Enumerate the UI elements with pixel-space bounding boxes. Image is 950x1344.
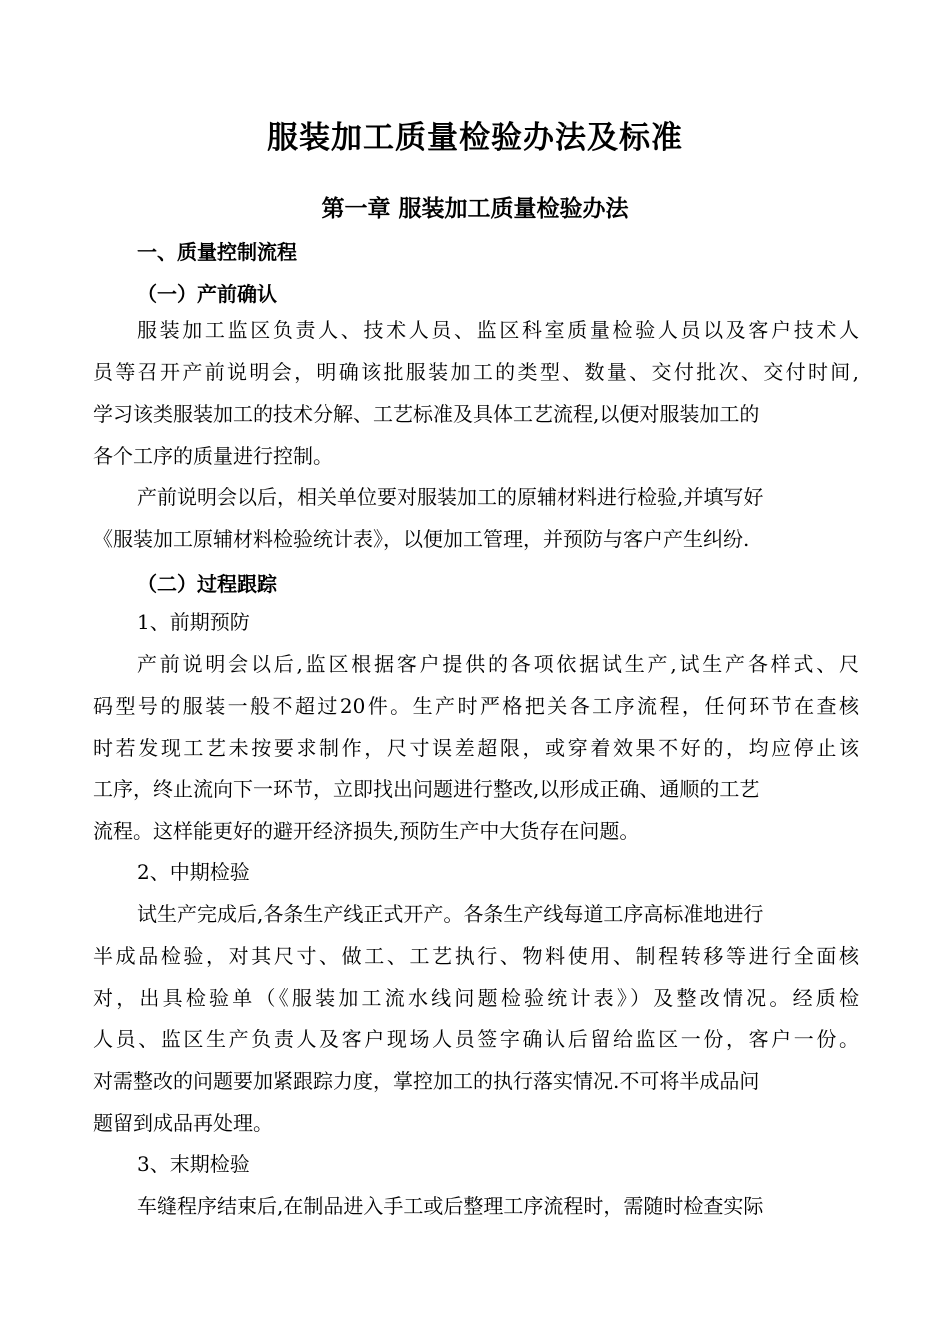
paragraph-line: 学习该类服装加工的技术分解、工艺标准及具体工艺流程,以便对服装加工的 bbox=[93, 402, 760, 426]
paragraph-line: 服装加工监区负责人、技术人员、监区科室质量检验人员以及客户技术人 bbox=[137, 318, 859, 342]
paragraph-line: 产前说明会以后，相关单位要对服装加工的原辅材料进行检验,并填写好 bbox=[137, 485, 764, 509]
paragraph-line: 工序，终止流向下一环节，立即找出问题进行整改,以形成正确、通顺的工艺 bbox=[93, 777, 760, 801]
paragraph-line: 对需整改的问题要加紧跟踪力度，掌控加工的执行落实情况.不可将半成品问 bbox=[93, 1069, 760, 1093]
paragraph-line: 试生产完成后,各条生产线正式开产。各条生产线每道工序高标准地进行 bbox=[137, 902, 764, 926]
list-item-heading: 2、中期检验 bbox=[137, 860, 250, 884]
list-item-heading: 3、末期检验 bbox=[137, 1152, 250, 1176]
list-item-heading: 1、前期预防 bbox=[137, 610, 250, 634]
paragraph-line: 《服装加工原辅材料检验统计表》，以便加工管理，并预防与客户产生纠纷. bbox=[93, 527, 750, 551]
paragraph-line: 时若发现工艺未按要求制作，尺寸误差超限，或穿着效果不好的，均应停止该 bbox=[93, 736, 859, 760]
paragraph-line: 对，出具检验单（《服装加工流水线问题检验统计表》）及整改情况。经质检 bbox=[93, 986, 859, 1010]
paragraph-line: 车缝程序结束后,在制品进入手工或后整理工序流程时，需随时检查实际 bbox=[137, 1194, 764, 1218]
paragraph-line: 人员、监区生产负责人及客户现场人员签字确认后留给监区一份，客户一份。 bbox=[93, 1027, 859, 1051]
paragraph-line: 各个工序的质量进行控制。 bbox=[93, 444, 333, 468]
chapter-heading: 第一章 服装加工质量检验办法 bbox=[321, 196, 629, 222]
paragraph-line: 半成品检验，对其尺寸、做工、工艺执行、物料使用、制程转移等进行全面核 bbox=[93, 944, 859, 968]
paragraph-line: 码型号的服装一般不超过20件。生产时严格把关各工序流程，任何环节在查核 bbox=[93, 694, 859, 718]
paragraph-line: 员等召开产前说明会，明确该批服装加工的类型、数量、交付批次、交付时间, bbox=[93, 360, 859, 384]
paragraph-line: 流程。这样能更好的避开经济损失,预防生产中大货存在问题。 bbox=[93, 819, 640, 843]
paragraph-line: 题留到成品再处理。 bbox=[93, 1111, 273, 1135]
subsection-heading: （一）产前确认 bbox=[137, 282, 277, 306]
subsection-heading: （二）过程跟踪 bbox=[137, 572, 277, 596]
paragraph-line: 产前说明会以后,监区根据客户提供的各项依据试生产,试生产各样式、尺 bbox=[137, 652, 859, 676]
section-heading: 一、质量控制流程 bbox=[137, 240, 297, 264]
document-title: 服装加工质量检验办法及标准 bbox=[267, 120, 683, 156]
